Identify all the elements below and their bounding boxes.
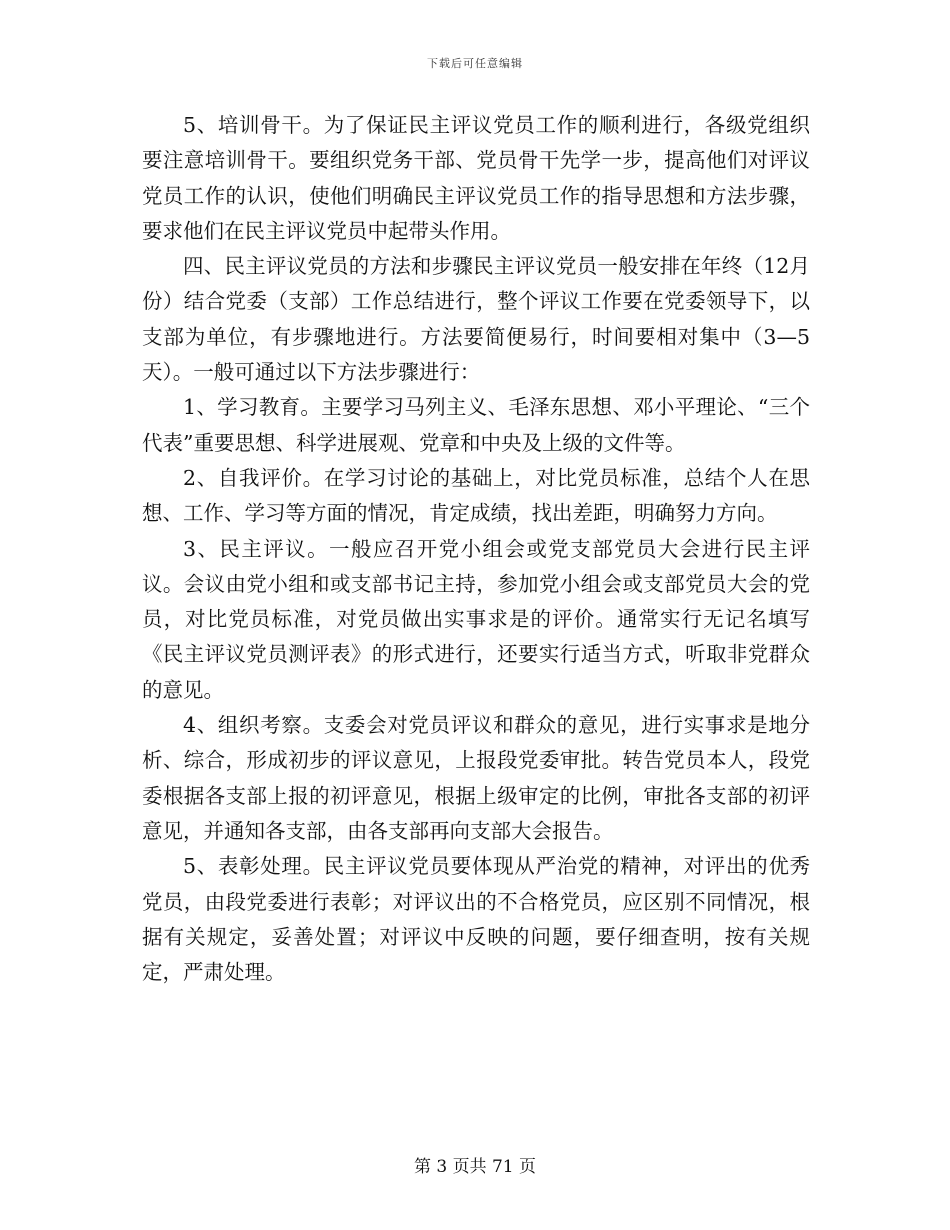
paragraph-study-education: 1、学习教育。主要学习马列主义、毛泽东思想、邓小平理论、“三个代表”重要思想、科学进展观、党章和中央及上级的文件等。 [142, 395, 810, 455]
paragraph-democratic-review: 3、民主评议。一般应召开党小组会或党支部党员大会进行民主评议。会议由党小组和或支部书记主持，参加党小组会或支部党员大会的党员，对比党员标准，对党员做出实事求是的评价。通常实行无记名填写《民主评议党员测评表》的形式进行，还要实行适当方式，听取非党群众的意见。 [142, 536, 810, 702]
paragraph-training-cadres: 5、培训骨干。为了保证民主评议党员工作的顺利进行，各级党组织要注意培训骨干。要组织党务干部、党员骨干先学一步，提高他们对评议党员工作的认识，使他们明确民主评议党员工作的指导思想和方法步骤，要求他们在民主评议党员中起带头作用。 [142, 113, 810, 243]
paragraph-methods-and-steps: 四、民主评议党员的方法和步骤民主评议党员一般安排在年终（12月份）结合党委（支部）工作总结进行，整个评议工作要在党委领导下，以支部为单位，有步骤地进行。方法要简便易行，时间要相对集中（3—5天）。一般可通过以下方法步骤进行： [142, 254, 810, 385]
document-body [142, 108, 810, 990]
page-number: 第 3 页共 71 页 [413, 1157, 537, 1177]
paragraph-organizational-inspection: 4、组织考察。支委会对党员评议和群众的意见，进行实事求是地分析、综合，形成初步的评议意见，上报段党委审批。转告党员本人，段党委根据各支部上报的初评意见，根据上级审定的比例，审批各支部的初评意见，并通知各支部，由各支部再向支部大会报告。 [142, 713, 810, 843]
paragraph-self-evaluation: 2、自我评价。在学习讨论的基础上，对比党员标准，总结个人在思想、工作、学习等方面的情况，肯定成绩，找出差距，明确努力方向。 [142, 465, 810, 526]
paragraph-commendation-handling: 5、表彰处理。民主评议党员要体现从严治党的精神，对评出的优秀党员，由段党委进行表彰；对评议出的不合格党员，应区别不同情况，根据有关规定，妥善处置；对评议中反映的问题，要仔细查明，按有关规定，严肃处理。 [142, 854, 810, 985]
page-header-note: 下载后可任意编辑 [427, 57, 523, 70]
